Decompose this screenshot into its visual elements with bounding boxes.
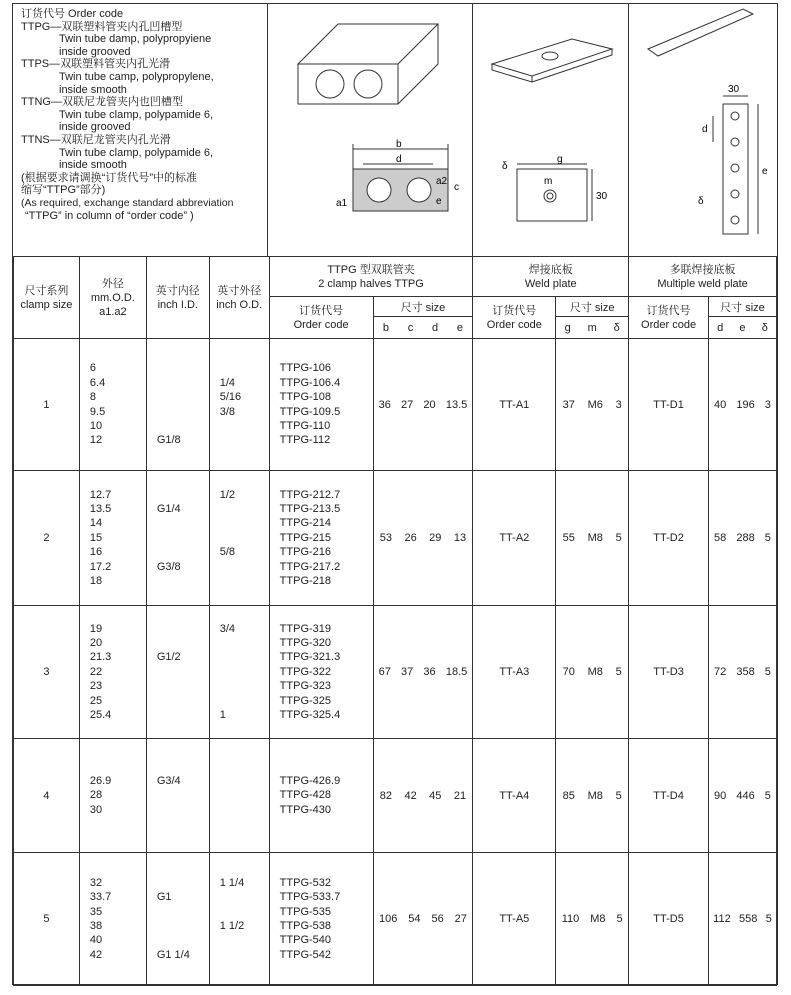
order-code-header-en: Order code [293, 318, 349, 331]
dims-value: 37 [401, 666, 414, 678]
legend-en: Twin tube clamp, polypamide 6, [59, 108, 214, 121]
codes-value: TTPG-428 [279, 789, 332, 802]
wdims-value: 5 [615, 789, 622, 802]
legend-item [21, 134, 259, 147]
id-value [157, 919, 209, 933]
id-value: G1 [156, 891, 172, 904]
inch-od-header: 英寸外径 [217, 284, 262, 297]
mdims-value: 5 [765, 913, 772, 925]
legend-code: TTNG— [21, 96, 62, 109]
codes-value: TTPG-106.4 [279, 376, 341, 389]
od-value: 6.4 [89, 376, 106, 389]
legend-en: inside smooth [59, 83, 127, 96]
order-code-header: 订货代号 [646, 304, 691, 317]
iod-value: 3/8 [219, 405, 236, 418]
dim-header: b [382, 321, 389, 334]
mdims-value: 288 [736, 532, 755, 544]
iod-value [220, 933, 269, 947]
weld-code: TT-A2 [473, 471, 556, 606]
dims-value: 27 [401, 398, 414, 411]
note-en: “TTPG” in column of “order code” ) [25, 209, 194, 222]
order-code-header: 订货代号 [492, 304, 537, 317]
dims-value: 13 [453, 532, 467, 544]
dims-value: 20 [423, 398, 436, 411]
iod-value: 3/4 [219, 622, 236, 635]
legend-en: inside grooved [59, 45, 131, 58]
codes-value: TTPG-322 [279, 665, 332, 678]
id-value: G1/8 [156, 434, 181, 447]
codes-value: TTPG-532 [279, 876, 332, 889]
codes-value: TTPG-216 [279, 546, 332, 559]
od-value: 22 [89, 665, 103, 678]
id-value [157, 905, 209, 919]
top-section [13, 4, 777, 257]
wdims-value: M8 [587, 789, 603, 802]
wdims-value: 55 [562, 532, 575, 544]
legend-item [21, 21, 259, 34]
mdims-value: 446 [736, 789, 755, 802]
dim-header: d [432, 321, 439, 334]
label-e: e [436, 196, 442, 207]
iod-value: 5/8 [219, 546, 236, 559]
iod-value [220, 636, 269, 650]
iod-value: 1 [219, 708, 226, 721]
clamp-size: 2 [14, 471, 80, 606]
iod-value [220, 650, 269, 664]
iod-value [220, 694, 269, 708]
codes-value: TTPG-214 [279, 517, 332, 530]
wdims-value: 110 [561, 913, 580, 925]
od-header: 外径 [101, 277, 124, 290]
codes-value: TTPG-106 [279, 362, 332, 375]
id-value: G1/4 [156, 503, 181, 516]
codes-value: TTPG-325 [279, 694, 332, 707]
note-cn: (根据要求请调换“订货代号”中的标准 [21, 171, 197, 184]
codes-value: TTPG-426.9 [279, 774, 341, 787]
id-value [157, 665, 209, 679]
id-value [157, 876, 209, 890]
od-value: 19 [89, 622, 103, 635]
legend-en: Twin tube camp, polypropylene, [59, 70, 214, 83]
wdims-value: 5 [616, 913, 623, 925]
od-value: 30 [89, 803, 103, 816]
od-value: 15 [89, 531, 103, 544]
wdims-value: 3 [615, 398, 622, 411]
ttpg-header: TTPG 型双联管夹 [327, 263, 415, 276]
label-a2: a2 [436, 176, 448, 187]
iod-value [220, 679, 269, 693]
mdims-value: 58 [714, 532, 727, 544]
dims-value: 21 [453, 789, 467, 802]
iod-value [220, 531, 269, 545]
iod-value: 1 1/4 [219, 876, 245, 889]
dims-value: 56 [431, 913, 444, 925]
dims-value: 42 [404, 789, 417, 802]
clamp-size: 4 [14, 739, 80, 853]
label-delta: δ [502, 161, 508, 172]
codes-value: TTPG-430 [279, 803, 332, 816]
od-value: 18 [89, 574, 103, 587]
weld-header-en: Weld plate [524, 277, 577, 290]
id-value [157, 574, 209, 588]
label-d: d [702, 124, 708, 135]
id-value [157, 405, 209, 419]
id-value [157, 376, 209, 390]
size-header: 尺寸 size [709, 297, 777, 317]
iod-value [220, 361, 269, 375]
iod-value [220, 788, 269, 802]
dims-value: 18.5 [445, 666, 468, 678]
label-a1: a1 [336, 198, 348, 209]
codes-value: TTPG-533.7 [279, 891, 341, 904]
od-value: 28 [89, 789, 103, 802]
codes-value: TTPG-217.2 [279, 560, 341, 573]
multi-code: TT-D2 [629, 471, 709, 606]
od-value: 14 [89, 517, 103, 530]
codes-value: TTPG-108 [279, 391, 332, 404]
legend-en: Twin tube damp, polypropyiene [59, 33, 212, 46]
weld-code: TT-A4 [473, 739, 556, 853]
order-code-header: 订货代号 [299, 304, 344, 317]
id-value: G1/2 [156, 651, 181, 664]
id-value [157, 679, 209, 693]
od-value: 33.7 [89, 891, 112, 904]
dim-header: d [717, 321, 724, 334]
dims-value: 45 [429, 789, 442, 802]
multi-code: TT-D1 [629, 339, 709, 471]
dims-value: 13.5 [445, 398, 468, 411]
label-delta: δ [698, 196, 704, 207]
legend-cn: 双联尼龙管夹内也凹槽型 [61, 96, 183, 109]
label-d: d [396, 154, 402, 165]
mdims-value: 90 [714, 789, 727, 802]
label-30: 30 [728, 84, 740, 95]
codes-value: TTPG-323 [279, 680, 332, 693]
id-value: G3/8 [156, 560, 181, 573]
mdims-value: 358 [736, 666, 755, 678]
legend-title: 订货代号 Order code [21, 8, 124, 20]
size-header: 尺寸 size [373, 297, 473, 317]
inch-od-header-en: inch O.D. [216, 298, 263, 311]
wdims-value: 5 [615, 666, 622, 678]
id-value [157, 545, 209, 559]
mdims-value: 112 [713, 913, 731, 925]
multi-code: TT-D5 [629, 853, 709, 986]
codes-value: TTPG-109.5 [279, 405, 341, 418]
dims-value: 82 [379, 789, 392, 802]
dim-header: e [456, 321, 463, 334]
iod-value [220, 890, 269, 904]
codes-value: TTPG-215 [279, 531, 332, 544]
iod-value [220, 502, 269, 516]
clamp-size-header: 尺寸系列 [24, 284, 69, 297]
codes-value: TTPG-110 [279, 419, 331, 432]
table-row [14, 471, 777, 606]
note-cn: 缩写“TTPG”部分) [21, 184, 106, 197]
od-value: 25.4 [89, 708, 112, 721]
label-g: g [557, 154, 563, 165]
id-value [157, 622, 209, 636]
codes-value: TTPG-319 [279, 622, 332, 635]
clamp-size-header-en: clamp size [20, 298, 73, 311]
order-code-header-en: Order code [486, 318, 542, 331]
od-value: 13.5 [89, 503, 112, 516]
iod-value [220, 516, 269, 530]
table-row [14, 853, 777, 986]
weld-plate-drawing [472, 4, 629, 256]
multi-header-en: Multiple weld plate [657, 277, 748, 290]
label-e: e [762, 166, 768, 177]
codes-value: TTPG-213.5 [279, 503, 341, 516]
iod-value [220, 574, 269, 588]
id-value [157, 788, 209, 802]
od-header-en2: a1.a2 [99, 305, 127, 318]
legend-en: Twin tube clamp, polypamide 6, [59, 146, 214, 159]
inch-id-header-en: inch I.D. [157, 298, 198, 311]
codes-value: TTPG-218 [279, 574, 332, 587]
od-value: 32 [89, 876, 103, 889]
wdims-value: 37 [562, 398, 575, 411]
id-value [157, 636, 209, 650]
weld-code: TT-A1 [473, 339, 556, 471]
iod-value [220, 419, 269, 433]
spec-sheet [12, 3, 778, 985]
od-value: 17.2 [89, 560, 112, 573]
dims-value: 36 [423, 666, 436, 678]
legend-code: TTNS— [21, 133, 61, 146]
wdims-value: M6 [587, 398, 603, 411]
id-value [157, 516, 209, 530]
od-value: 8 [89, 391, 97, 404]
dims-value: 67 [378, 666, 391, 678]
dim-header: m [587, 321, 597, 334]
codes-value: TTPG-325.4 [279, 708, 341, 721]
weld-code: TT-A5 [473, 853, 556, 986]
label-m: m [544, 176, 553, 187]
multiple-weld-plate-drawing [628, 4, 777, 256]
codes-value: TTPG-540 [279, 934, 332, 947]
dim-header: g [564, 321, 571, 334]
multi-code: TT-D3 [629, 606, 709, 739]
weld-header: 焊接底板 [528, 263, 573, 276]
table-row [14, 339, 777, 471]
mdims-value: 72 [714, 666, 727, 678]
mdims-value: 5 [764, 532, 771, 544]
wdims-value: M8 [587, 666, 603, 678]
iod-value: 1 1/2 [219, 920, 245, 932]
legend-cn: 双联尼龙管夹内孔光滑 [60, 133, 171, 146]
id-value [157, 531, 209, 545]
mdims-value: 40 [714, 398, 727, 411]
od-value: 21.3 [89, 651, 112, 664]
id-value [157, 361, 209, 375]
dim-header: δ [613, 321, 620, 334]
multi-code: TT-D4 [629, 739, 709, 853]
dim-header: c [407, 321, 414, 334]
dims-value: 106 [378, 913, 398, 925]
label-b: b [396, 139, 402, 150]
iod-value [220, 803, 269, 817]
mdims-value: 196 [736, 398, 755, 411]
codes-value: TTPG-212.7 [279, 488, 341, 501]
label-c: c [454, 182, 459, 193]
weld-code: TT-A3 [473, 606, 556, 739]
iod-value [220, 948, 269, 962]
table-row [14, 606, 777, 739]
legend-item [21, 96, 259, 109]
dims-value: 54 [408, 913, 421, 925]
dims-value: 53 [379, 532, 392, 544]
od-value: 26.9 [89, 774, 112, 787]
id-value [157, 488, 209, 502]
od-value: 42 [89, 948, 103, 961]
od-value: 23 [89, 680, 103, 693]
mdims-value: 558 [739, 913, 758, 925]
clamp-size: 3 [14, 606, 80, 739]
od-value: 10 [89, 419, 103, 432]
id-value: G1 1/4 [156, 948, 190, 961]
wdims-value: 5 [615, 532, 622, 544]
od-value: 9.5 [89, 405, 106, 418]
od-value: 38 [89, 920, 103, 932]
id-value [157, 933, 209, 947]
od-value: 6 [89, 362, 97, 375]
legend-item [21, 58, 259, 71]
id-value [157, 390, 209, 404]
od-value: 35 [89, 905, 103, 918]
iod-value: 1/4 [219, 376, 236, 389]
id-value [157, 694, 209, 708]
size-header: 尺寸 size [556, 297, 629, 317]
mdims-value: 3 [764, 398, 771, 411]
iod-value [220, 433, 269, 447]
od-value: 25 [89, 694, 103, 707]
dim-header: e [739, 321, 746, 334]
codes-value: TTPG-112 [279, 434, 331, 447]
iod-value: 1/2 [219, 488, 236, 501]
dims-value: 36 [378, 398, 391, 411]
od-value: 12 [89, 434, 103, 447]
id-value: G3/4 [156, 774, 181, 787]
twin-clamp-drawing [268, 4, 473, 256]
dim-header: δ [761, 321, 768, 334]
ttpg-header-en: 2 clamp halves TTPG [318, 277, 424, 290]
legend-cn: 双联塑料管夹内孔光滑 [60, 58, 171, 71]
order-code-header-en: Order code [641, 318, 697, 331]
wdims-value: 85 [562, 789, 575, 802]
od-header-en: mm.O.D. [90, 291, 135, 304]
legend-code: TTPG— [21, 20, 62, 33]
label-30: 30 [596, 191, 608, 202]
order-code-legend [13, 4, 268, 256]
codes-value: TTPG-320 [279, 637, 332, 650]
inch-id-header: 英寸内径 [155, 284, 200, 297]
od-value: 40 [89, 934, 103, 947]
iod-value [220, 560, 269, 574]
legend-en: inside grooved [59, 121, 131, 134]
clamp-size: 1 [14, 339, 80, 471]
clamp-spec-table [13, 256, 777, 986]
od-value: 16 [89, 546, 103, 559]
wdims-value: M8 [587, 532, 603, 544]
multi-header: 多联焊接底板 [669, 263, 736, 276]
id-value [157, 419, 209, 433]
note-en: (As required, exchange standard abbreviation [21, 196, 234, 209]
legend-cn: 双联塑料管夹内孔凹槽型 [61, 20, 183, 33]
iod-value [220, 665, 269, 679]
dims-value: 27 [454, 913, 467, 925]
iod-value [220, 905, 269, 919]
wdims-value: 70 [562, 666, 575, 678]
codes-value: TTPG-535 [279, 905, 332, 918]
wdims-value: M8 [590, 913, 606, 925]
od-value: 12.7 [89, 488, 112, 501]
codes-value: TTPG-321.3 [279, 651, 341, 664]
mdims-value: 5 [764, 789, 771, 802]
iod-value [220, 774, 269, 788]
clamp-size: 5 [14, 853, 80, 986]
od-value: 20 [89, 637, 103, 650]
id-value [157, 708, 209, 722]
id-value [157, 803, 209, 817]
codes-value: TTPG-538 [279, 920, 332, 932]
table-row [14, 739, 777, 853]
legend-en: inside smooth [59, 159, 127, 172]
codes-value: TTPG-542 [279, 948, 332, 961]
dims-value: 26 [404, 532, 417, 544]
mdims-value: 5 [764, 666, 771, 678]
dims-value: 29 [429, 532, 442, 544]
legend-code: TTPS— [21, 58, 61, 71]
iod-value: 5/16 [219, 391, 242, 404]
